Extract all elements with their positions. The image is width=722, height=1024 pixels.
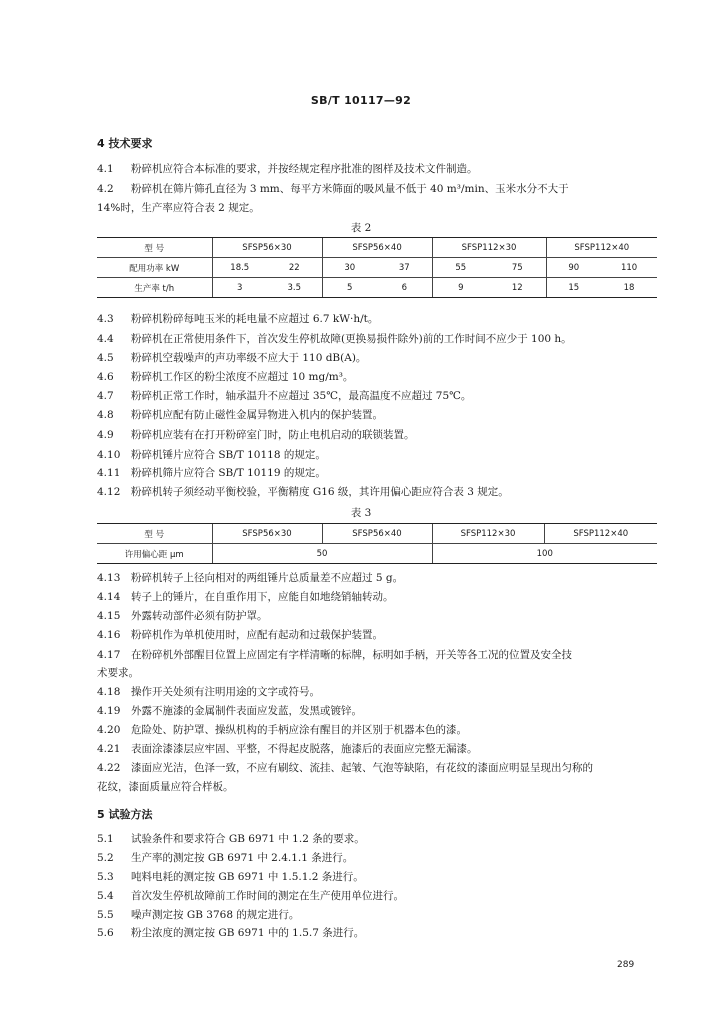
clause-4-1: 4.1 粉碎机应符合本标准的要求，并按经规定程序批准的图样及技术文件制造。 (97, 163, 478, 175)
table-cell: 3 (212, 278, 267, 298)
table-2-header-row (97, 238, 657, 258)
clause-4-17-cont: 术要求。 (97, 667, 139, 679)
clause-4-6: 4.6 粉碎机工作区的粉尘浓度不应超过 10 mg/m³。 (97, 371, 354, 383)
row-label: 配用功率 kW (97, 258, 212, 278)
clause-4-10: 4.10 粉碎机锤片应符合 SB/T 10118 的规定。 (97, 449, 326, 461)
clause-4-3: 4.3 粉碎机粉碎每吨玉米的耗电量不应超过 6.7 kW·h/t。 (97, 313, 379, 325)
table-cell: 100 (432, 544, 657, 564)
table-cell: 75 (489, 258, 546, 278)
clause-4-20: 4.20 危险处、防护罩、操纵机构的手柄应涂有醒目的并区别于机器本色的漆。 (97, 724, 467, 736)
table-cell: 30 (322, 258, 377, 278)
clause-4-17: 4.17 在粉碎机外部醒目位置上应固定有字样清晰的标牌，标明如手柄，开关等各工况的位置及安全技 (97, 649, 572, 661)
table-cell: 18 (601, 278, 657, 298)
clause-4-15: 4.15 外露转动部件必须有防护罩。 (97, 610, 268, 622)
clause-5-2: 5.2 生产率的测定按 GB 6971 中 2.4.1.1 条进行。 (97, 852, 354, 864)
table-cell: 50 (212, 544, 432, 564)
section-5-title: 5 试验方法 (97, 808, 153, 821)
table-cell: 55 (432, 258, 489, 278)
page-number: 289 (617, 960, 635, 970)
table-cell: 12 (489, 278, 546, 298)
clause-4-11: 4.11 粉碎机筛片应符合 SB/T 10119 的规定。 (97, 467, 326, 479)
table-3-header-row (97, 524, 657, 544)
row-label: 许用偏心距 μm (97, 544, 212, 564)
clause-4-22: 4.22 漆面应光洁，色泽一致，不应有刷纹、流挂、起皱、气泡等缺陷，有花纹的漆面应明显呈现出匀称的 (97, 762, 593, 774)
table-row (97, 544, 657, 564)
table-header-cell: SFSP56×40 (322, 524, 432, 544)
clause-5-3: 5.3 吨料电耗的测定按 GB 6971 中 1.5.1.2 条进行。 (97, 871, 364, 883)
clause-4-22-cont: 花纹，漆面质量应符合样板。 (97, 781, 234, 793)
table-cell: 18.5 (212, 258, 267, 278)
clause-5-6: 5.6 粉尘浓度的测定按 GB 6971 中的 1.5.7 条进行。 (97, 927, 365, 939)
section-4-title: 4 技术要求 (97, 137, 153, 150)
table-cell: 9 (432, 278, 489, 298)
table-cell: 22 (267, 258, 322, 278)
table-cell: 37 (377, 258, 432, 278)
table-2 (97, 237, 657, 298)
table-cell: 90 (546, 258, 601, 278)
table-header-cell: SFSP112×40 (546, 238, 657, 258)
clause-4-13: 4.13 粉碎机转子上径向相对的两组锤片总质量差不应超过 5 g。 (97, 572, 404, 584)
table-3-caption: 表 3 (350, 507, 372, 519)
clause-4-5: 4.5 粉碎机空载噪声的声功率级不应大于 110 dB(A)。 (97, 352, 367, 364)
clause-4-18: 4.18 操作开关处须有注明用途的文字或符号。 (97, 686, 320, 698)
clause-4-21: 4.21 表面涂漆漆层应牢固、平整，不得起皮脱落，施漆后的表面应完整无漏漆。 (97, 743, 478, 755)
clause-5-4: 5.4 首次发生停机故障前工作时间的测定在生产使用单位进行。 (97, 890, 404, 902)
table-cell: 6 (377, 278, 432, 298)
table-2-caption: 表 2 (350, 222, 372, 234)
table-row (97, 258, 657, 278)
table-header-cell: SFSP112×30 (432, 238, 546, 258)
clause-4-8: 4.8 粉碎机应配有防止磁性金属异物进入机内的保护装置。 (97, 409, 383, 421)
row-label: 生产率 t/h (97, 278, 212, 298)
table-header-cell: SFSP56×40 (322, 238, 432, 258)
table-3 (97, 523, 657, 564)
clause-4-19: 4.19 外露不施漆的金属制件表面应发蓝，发黑或镀锌。 (97, 705, 362, 717)
clause-4-2-cont: 14%时，生产率应符合表 2 规定。 (97, 202, 260, 214)
clause-4-16: 4.16 粉碎机作为单机使用时，应配有起动和过载保护装置。 (97, 629, 383, 641)
table-cell: 5 (322, 278, 377, 298)
clause-4-14: 4.14 转子上的锤片，在自重作用下，应能自如地绕销轴转动。 (97, 591, 394, 603)
table-header-cell: SFSP56×30 (212, 238, 322, 258)
table-header-cell: SFSP56×30 (212, 524, 322, 544)
clause-5-1: 5.1 试验条件和要求符合 GB 6971 中 1.2 条的要求。 (97, 833, 365, 845)
clause-4-4: 4.4 粉碎机在正常使用条件下，首次发生停机故障(更换易损件除外)前的工作时间不应少于 100 h。 (97, 333, 572, 345)
clause-4-2: 4.2 粉碎机在筛片筛孔直径为 3 mm、每平方米筛面的吸风量不低于 40 m³/min、玉米水分不大于 (97, 183, 569, 195)
table-row (97, 278, 657, 298)
running-header: SB/T 10117—92 (310, 94, 412, 107)
clause-4-12: 4.12 粉碎机转子须经动平衡校验，平衡精度 G16 级，其许用偏心距应符合表 3 规定。 (97, 486, 509, 498)
clause-4-7: 4.7 粉碎机正常工作时，轴承温升不应超过 35℃，最高温度不应超过 75℃。 (97, 390, 472, 402)
table-header-cell: SFSP112×40 (544, 524, 657, 544)
table-cell: 110 (601, 258, 657, 278)
clause-5-5: 5.5 噪声测定按 GB 3768 的规定进行。 (97, 909, 300, 921)
clause-4-9: 4.9 粉碎机应装有在打开粉碎室门时，防止电机启动的联锁装置。 (97, 429, 415, 441)
table-header-cell: 型 号 (97, 238, 212, 258)
table-cell: 15 (546, 278, 601, 298)
table-cell: 3.5 (267, 278, 322, 298)
table-header-cell: SFSP112×30 (432, 524, 544, 544)
table-header-cell: 型 号 (97, 524, 212, 544)
